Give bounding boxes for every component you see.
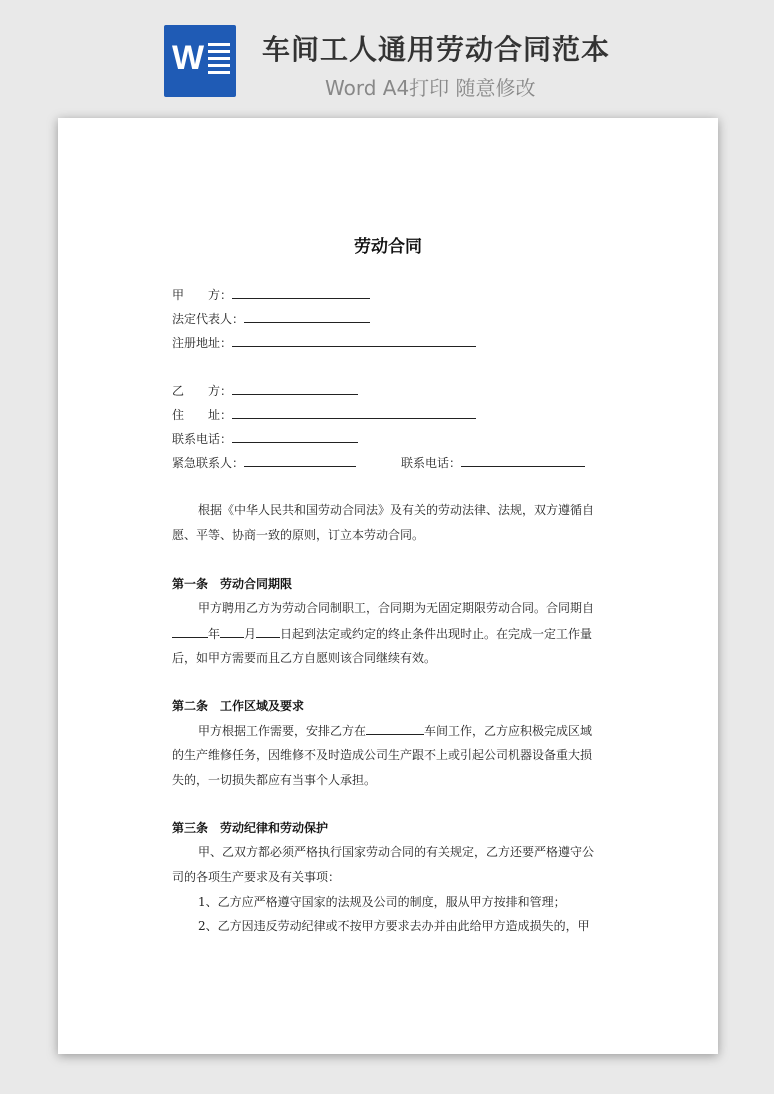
article2-line-1-tail: 车间工作，乙方应积极完成区域 [424,724,593,738]
article3-line-1: 甲、乙双方都必须严格执行国家劳动合同的有关规定，乙方还要严格遵守公 [198,845,595,859]
word-letter: W [171,39,205,77]
article2-line-1 [198,722,592,739]
party-b-label: 乙 方： [172,384,233,398]
address-b-blank[interactable] [232,406,476,419]
article1-line-2 [172,625,592,642]
address-a-label: 注册地址： [172,336,233,350]
word-lines-icon [208,43,230,78]
phone-blank[interactable] [232,430,358,443]
article2-line-3: 失的，一切损失都应有当事个人承担。 [172,773,377,787]
month-label: 月 [244,627,257,641]
address-b-label: 住 址： [172,408,233,422]
header-subtitle: Word A4打印 随意修改 [325,76,536,100]
emergency-phone-blank[interactable] [461,454,585,467]
article1-line-3: 后，如甲方需要而且乙方自愿则该合同继续有效。 [172,651,437,665]
address-a-line [172,334,476,351]
article2-line-2: 的生产维修任务，因维修不及时造成公司生产跟不上或引起公司机器设备重大损 [172,748,593,762]
workshop-blank[interactable] [366,722,424,735]
emergency-line [172,454,356,471]
emergency-phone-label: 联系电话： [401,456,462,470]
document-page [58,118,718,1054]
party-a-line [172,286,370,303]
party-b-line [172,382,358,399]
phone-label: 联系电话： [172,432,233,446]
emergency-label: 紧急联系人： [172,456,245,470]
party-a-blank[interactable] [232,286,370,299]
emergency-blank[interactable] [244,454,356,467]
article3-item-2: 2、乙方因违反劳动纪律或不按甲方要求去办并由此给甲方造成损失的，甲 [198,919,590,933]
header-title: 车间工人通用劳动合同范本 [262,33,611,66]
header [0,0,774,118]
emergency-phone-line [401,454,585,471]
article1-line-1: 甲方聘用乙方为劳动合同制职工，合同期为无固定期限劳动合同。合同期自 [198,601,595,615]
rep-blank[interactable] [244,310,370,323]
intro-line-2: 愿、平等、协商一致的原则，订立本劳动合同。 [172,528,425,542]
article3-line-2: 司的各项生产要求及有关事项： [172,870,341,884]
article3-heading: 第三条 劳动纪律和劳动保护 [172,821,329,835]
intro-line-1: 根据《中华人民共和国劳动合同法》及有关的劳动法律、法规，双方遵循自 [198,503,595,517]
year-blank[interactable] [172,625,208,638]
month-blank[interactable] [220,625,244,638]
address-b-line [172,406,476,423]
party-b-blank[interactable] [232,382,358,395]
article2-heading: 第二条 工作区域及要求 [172,699,305,713]
rep-line [172,310,370,327]
address-a-blank[interactable] [232,334,476,347]
article1-heading: 第一条 劳动合同期限 [172,577,293,591]
article1-line-2-tail: 日起到法定或约定的终止条件出现时止。在完成一定工作量 [280,627,593,641]
day-blank[interactable] [256,625,280,638]
article2-line-1-head: 甲方根据工作需要，安排乙方在 [198,724,367,738]
article3-item-1: 1、乙方应严格遵守国家的法规及公司的制度，服从甲方按排和管理； [198,895,566,909]
phone-line [172,430,358,447]
party-a-label: 甲 方： [172,288,233,302]
rep-label: 法定代表人： [172,312,245,326]
year-label: 年 [208,627,221,641]
doc-title: 劳动合同 [354,237,422,257]
word-icon [164,25,236,97]
